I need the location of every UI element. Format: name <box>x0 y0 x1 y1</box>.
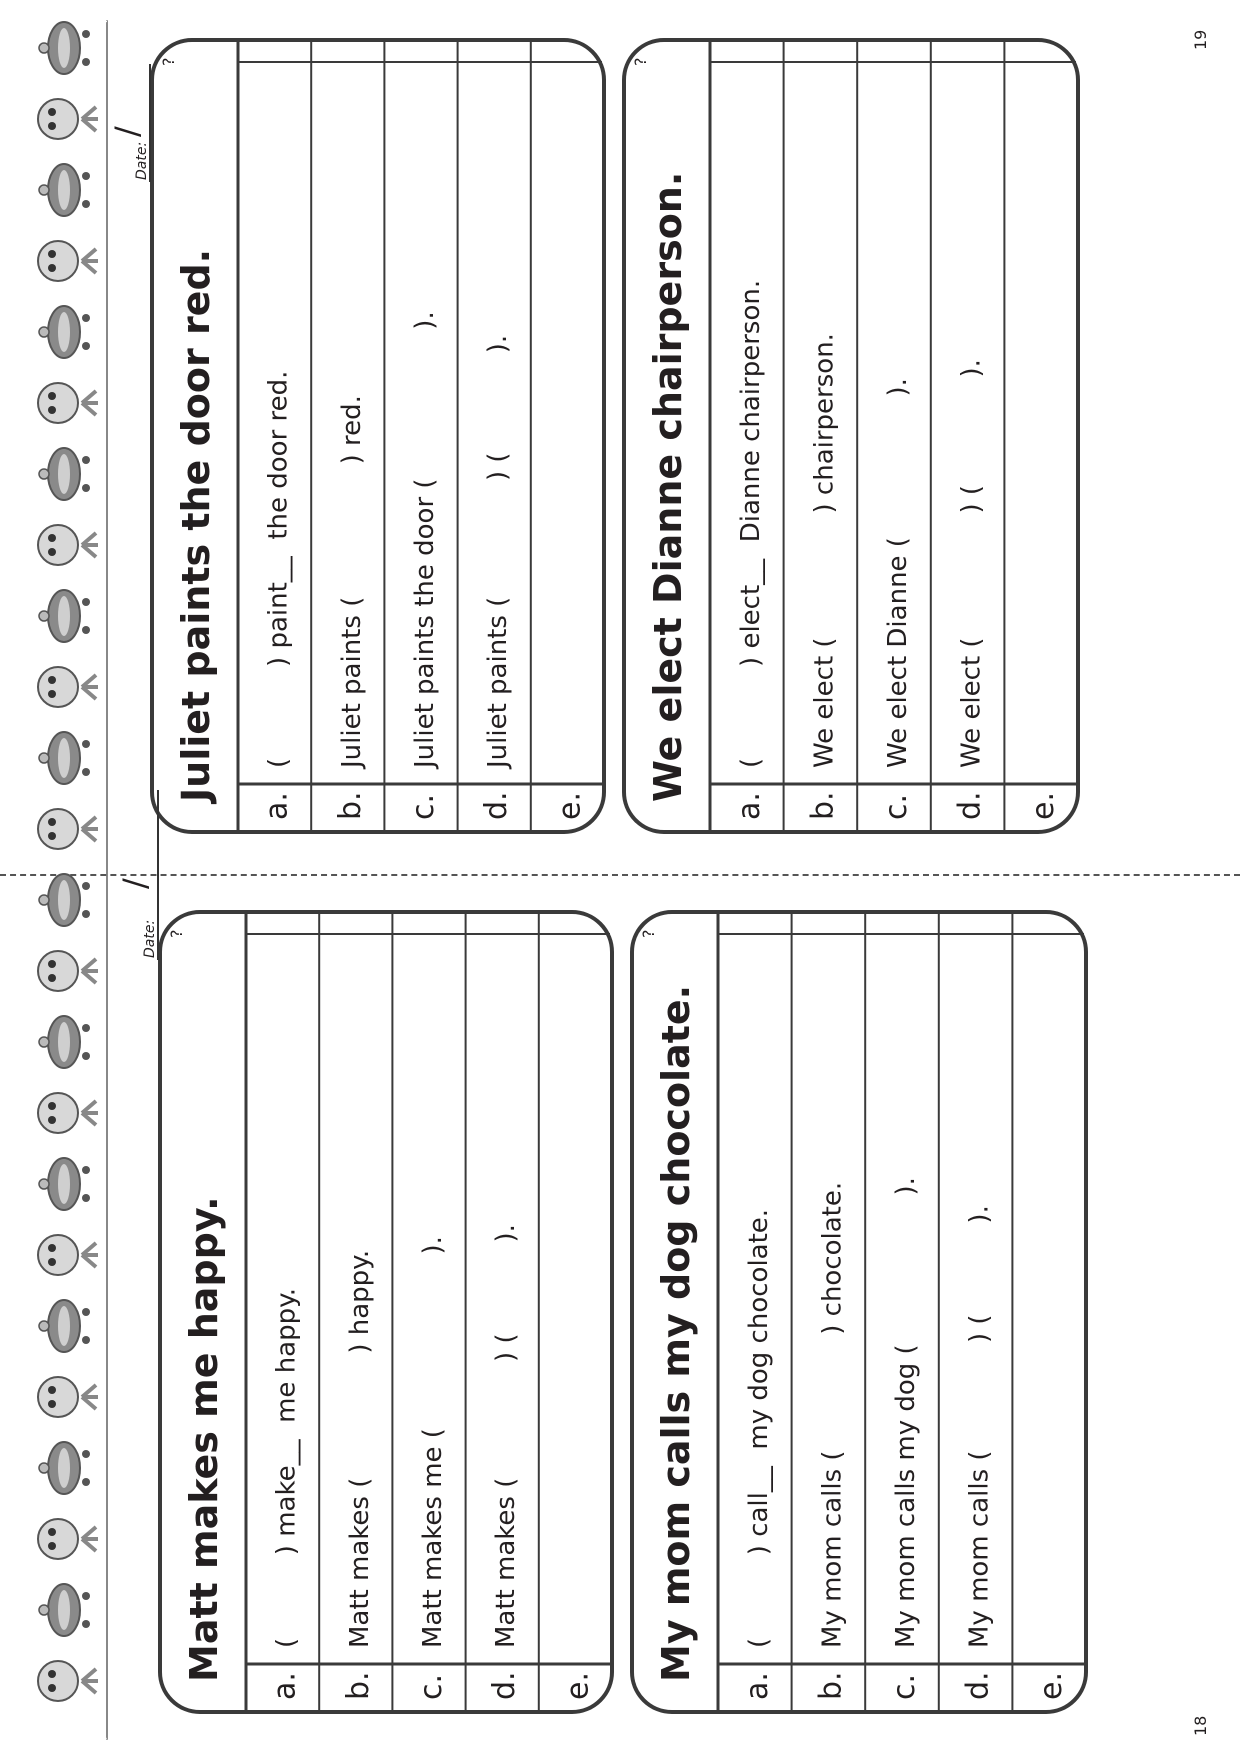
row-letter: d. <box>487 1671 523 1700</box>
row-letter: b. <box>332 791 368 820</box>
date-field[interactable] <box>108 64 150 182</box>
row-sentence: We elect ( ) ( ). <box>956 359 987 768</box>
answer-row[interactable] <box>487 1224 522 1700</box>
date-field[interactable] <box>116 790 158 960</box>
answer-row[interactable] <box>341 1250 376 1700</box>
alien-face-icon <box>38 1235 98 1275</box>
question-mark: ? <box>639 929 658 938</box>
alien-face-icon <box>38 951 98 991</box>
question-mark: ? <box>631 57 650 66</box>
row-sentence: ( ) make__ me happy. <box>271 1287 302 1648</box>
row-sentence: We elect Dianne ( ). <box>883 378 913 768</box>
row-letter: a. <box>267 1672 303 1700</box>
answer-row[interactable] <box>268 1288 303 1700</box>
row-letter: a. <box>259 792 295 820</box>
alien-face-icon <box>38 1093 98 1133</box>
row-letter: b. <box>340 1671 376 1700</box>
row-letter: c. <box>879 793 914 820</box>
mascot-row <box>38 22 98 1701</box>
alien-face-icon <box>38 1661 98 1701</box>
answer-row[interactable] <box>879 378 914 820</box>
alien-ufo-icon <box>39 874 90 926</box>
answer-row[interactable] <box>805 333 840 820</box>
row-letter: c. <box>406 793 441 820</box>
alien-face-icon <box>38 1377 98 1417</box>
answer-row[interactable] <box>887 1177 922 1700</box>
row-sentence: My mom calls ( ) chocolate. <box>817 1181 848 1648</box>
row-sentence: Matt makes ( ) happy. <box>344 1249 375 1648</box>
row-letter: b. <box>813 1671 849 1700</box>
row-sentence: ( ) elect__ Dianne chairperson. <box>735 279 766 768</box>
date-label: Date: <box>142 919 158 958</box>
row-letter: d. <box>960 1671 996 1700</box>
alien-ufo-icon <box>39 732 90 784</box>
alien-ufo-icon <box>39 1016 90 1068</box>
alien-ufo-icon <box>39 590 90 642</box>
question-mark: ? <box>167 929 186 938</box>
answer-row[interactable] <box>406 311 441 820</box>
row-letter: e. <box>560 1672 596 1700</box>
answer-row[interactable] <box>1034 1672 1069 1700</box>
row-sentence: Matt makes ( ) ( ). <box>491 1224 522 1648</box>
alien-face-icon <box>38 383 98 423</box>
exercise-box <box>152 40 604 832</box>
row-sentence: Matt makes me ( ). <box>418 1236 448 1648</box>
date-slash: / <box>116 878 154 889</box>
answer-row[interactable] <box>552 792 587 820</box>
exercise-box <box>624 40 1078 832</box>
row-sentence: ( ) call__ my dog chocolate. <box>743 1208 774 1648</box>
row-letter: d. <box>952 791 988 820</box>
box-border <box>152 40 604 832</box>
date-slash: / <box>108 126 146 137</box>
exercise-title: Juliet paints the door red. <box>174 248 218 802</box>
answer-row[interactable] <box>953 359 988 820</box>
row-sentence: We elect ( ) chairperson. <box>809 333 840 768</box>
row-sentence: ( ) paint__ the door red. <box>263 370 294 768</box>
answer-row[interactable] <box>740 1209 775 1700</box>
alien-face-icon <box>38 667 98 707</box>
row-letter: c. <box>414 1673 449 1700</box>
exercise-box <box>632 912 1086 1712</box>
alien-ufo-icon <box>39 1158 90 1210</box>
alien-ufo-icon <box>39 1584 90 1636</box>
exercise-title: We elect Dianne chairperson. <box>646 171 690 802</box>
alien-ufo-icon <box>39 22 90 74</box>
date-label: Date: <box>134 141 150 180</box>
row-sentence: Juliet paints ( ) ( ). <box>483 334 514 768</box>
alien-ufo-icon <box>39 448 90 500</box>
alien-ufo-icon <box>39 164 90 216</box>
alien-ufo-icon <box>39 306 90 358</box>
alien-face-icon <box>38 525 98 565</box>
row-letter: b. <box>805 791 841 820</box>
answer-row[interactable] <box>560 1672 595 1700</box>
row-letter: e. <box>552 792 588 820</box>
answer-row[interactable] <box>479 335 514 820</box>
row-sentence: My mom calls my dog ( ). <box>891 1177 921 1648</box>
row-letter: d. <box>479 791 515 820</box>
alien-face-icon <box>38 241 98 281</box>
answer-row[interactable] <box>813 1182 848 1700</box>
answer-row[interactable] <box>333 395 368 820</box>
answer-row[interactable] <box>732 280 767 820</box>
row-letter: a. <box>731 792 767 820</box>
row-letter: e. <box>1026 792 1062 820</box>
question-mark: ? <box>159 57 178 66</box>
alien-face-icon <box>38 99 98 139</box>
answer-row[interactable] <box>260 371 295 820</box>
alien-ufo-icon <box>39 1442 90 1494</box>
answer-row[interactable] <box>414 1236 449 1700</box>
alien-face-icon <box>38 809 98 849</box>
exercise-box <box>160 912 612 1712</box>
exercise-title: My mom calls my dog chocolate. <box>654 984 698 1682</box>
answer-row[interactable] <box>961 1205 996 1700</box>
page-number-right: 19 <box>1191 29 1210 50</box>
row-sentence: My mom calls ( ) ( ). <box>964 1205 995 1648</box>
row-sentence: Juliet paints the door ( ). <box>410 311 440 768</box>
box-border <box>624 40 1078 832</box>
row-letter: e. <box>1034 1672 1070 1700</box>
box-border <box>632 912 1086 1712</box>
page-number-left: 18 <box>1191 1715 1210 1736</box>
box-border <box>160 912 612 1712</box>
row-letter: a. <box>739 1672 775 1700</box>
exercise-title: Matt makes me happy. <box>182 1196 226 1682</box>
alien-face-icon <box>38 1519 98 1559</box>
answer-row[interactable] <box>1026 792 1061 820</box>
alien-ufo-icon <box>39 1300 90 1352</box>
row-letter: c. <box>887 1673 922 1700</box>
row-sentence: Juliet paints ( ) red. <box>336 395 367 768</box>
